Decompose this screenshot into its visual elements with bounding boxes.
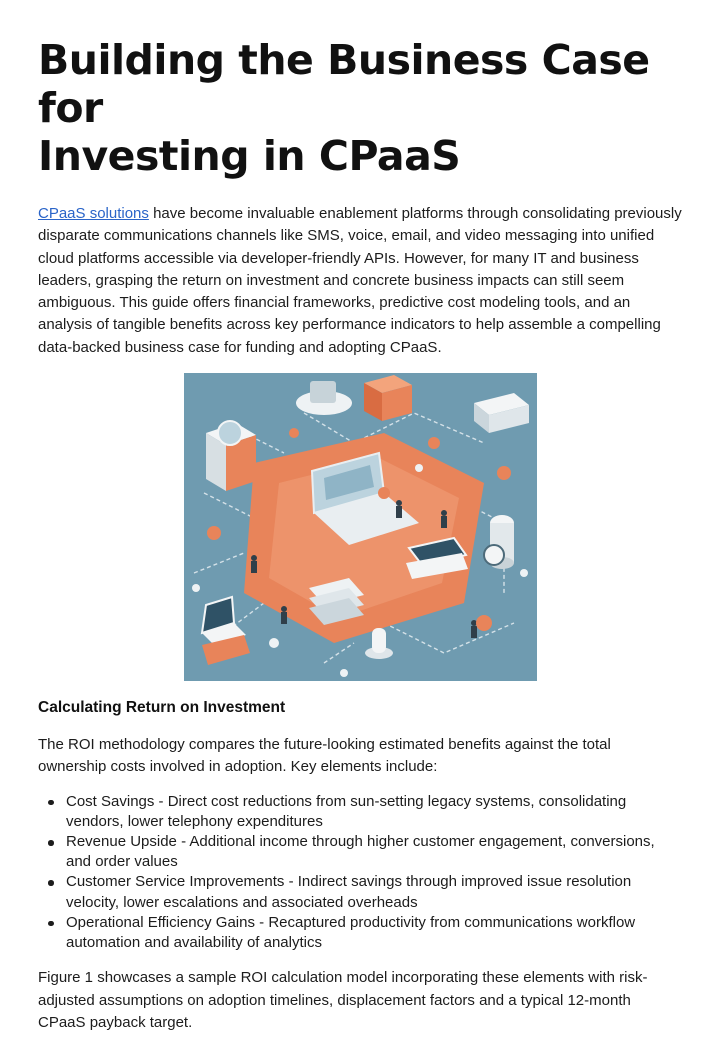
cpaas-illustration <box>184 373 537 681</box>
intro-text: have become invaluable enablement platforms through consolidating previously disparate communications channels like SMS, voice, email, and video messaging into unified cloud platforms accessible via developer-friendly APIs. However, for many IT and business leaders, grasping the return on investment and concrete business impacts can still seem ambiguous. This guide offers financial frameworks, predictive cost modeling tools, and an analysis of tangible benefits across key performance indicators to help assemble a compelling data-backed business case for funding and adopting CPaaS. <box>38 205 682 356</box>
list-item: Operational Efficiency Gains - Recaptured productivity from communications workflow automation and availability of analytics <box>66 913 682 953</box>
isometric-network-illustration <box>184 373 537 681</box>
intro-paragraph <box>38 203 682 359</box>
title-line-2: Investing in CPaaS <box>38 132 461 180</box>
article-title <box>38 36 682 180</box>
cpaas-solutions-link[interactable]: CPaaS solutions <box>38 205 149 222</box>
key-elements-list <box>38 792 682 954</box>
server-left <box>206 421 256 491</box>
section-heading: Calculating Return on Investment <box>38 699 286 717</box>
list-item: Cost Savings - Direct cost reductions from sun-setting legacy systems, consolidating vendors, lower telephony expenditures <box>66 792 682 832</box>
figure-note-paragraph: Figure 1 showcases a sample ROI calculation model incorporating these elements with risk-adjusted assumptions on adoption timelines, displacement factors and a typical 12-month CPaaS payback target. <box>38 969 648 1031</box>
title-line-1: Building the Business Case for <box>38 36 650 132</box>
roi-paragraph: The ROI methodology compares the future-looking estimated benefits against the total ownership costs involved in adoption. Key elements include: <box>38 736 611 776</box>
list-item: Customer Service Improvements - Indirect savings through improved issue resolution velocity, lower escalations and associated overheads <box>66 872 682 912</box>
orange-box-top-right <box>364 375 412 421</box>
list-item: Revenue Upside - Additional income through higher customer engagement, conversions, and order values <box>66 832 682 872</box>
